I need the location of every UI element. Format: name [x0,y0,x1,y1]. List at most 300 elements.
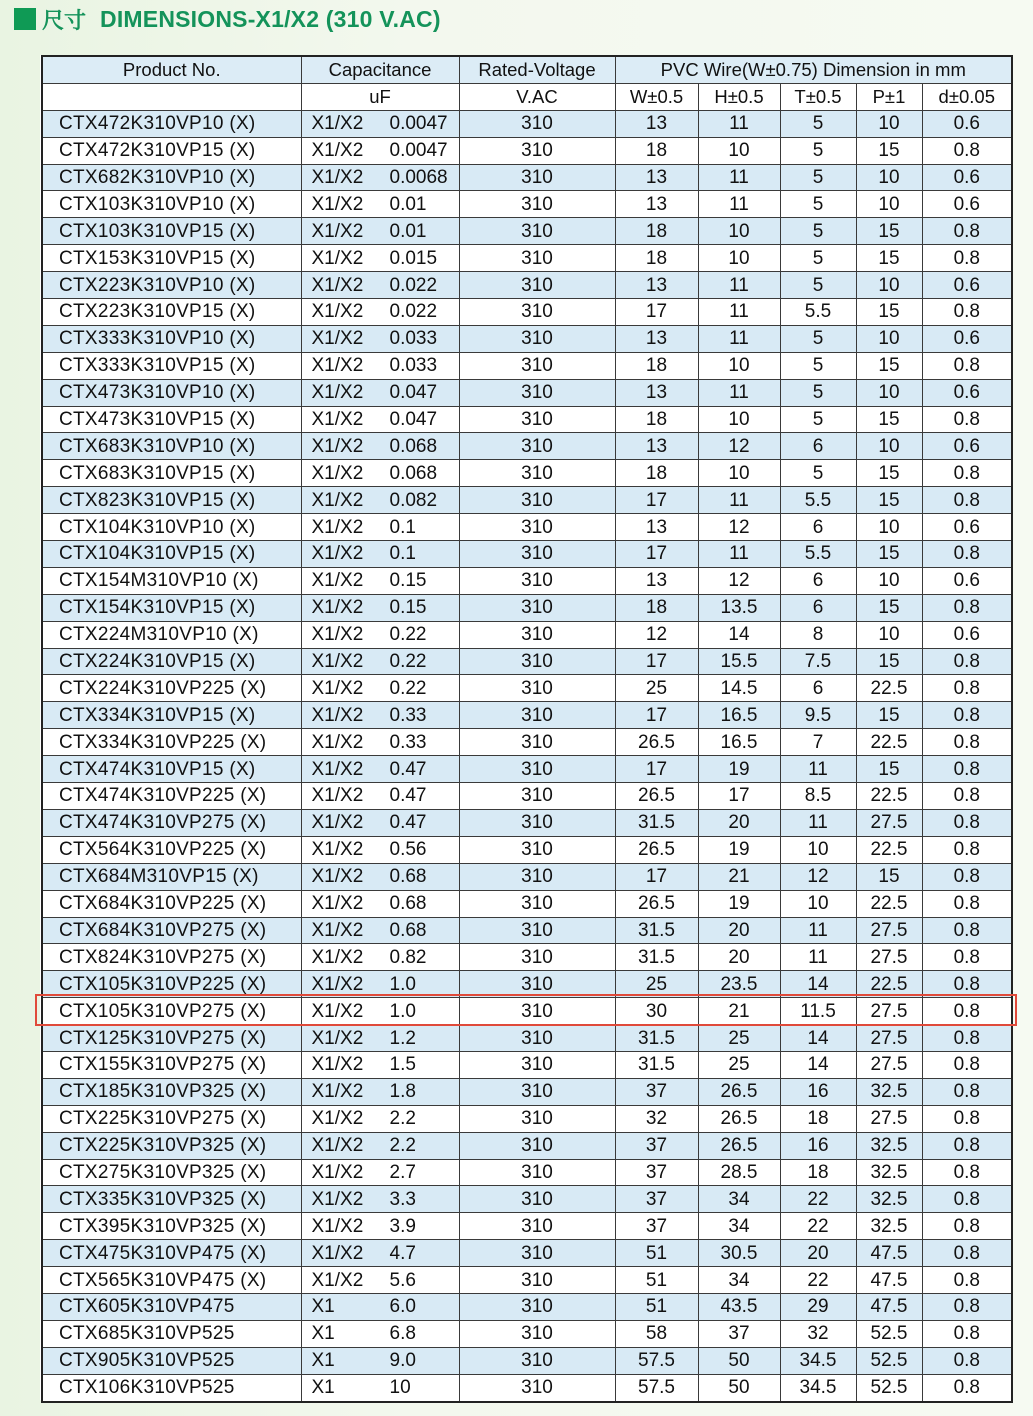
cell-w: 17 [615,863,698,890]
cell-cap-class: X1/X2 [311,1135,364,1157]
cell-cap-value: 0.22 [389,651,427,673]
cell-h: 12 [698,567,780,594]
cell-cap-value: 0.068 [389,435,438,457]
cell-h: 26.5 [698,1078,780,1105]
cell-product-no: CTX474K310VP15 (X) [42,756,301,783]
cell-w: 13 [615,191,698,218]
cell-d: 0.6 [922,567,1012,594]
cell-cap-value: 0.82 [389,946,427,968]
cell-d: 0.6 [922,164,1012,191]
cell-w: 26.5 [615,836,698,863]
cell-voltage: 310 [459,272,615,299]
cell-h: 11 [698,164,780,191]
cell-cap-value: 0.033 [389,355,438,377]
cell-product-no: CTX683K310VP10 (X) [42,433,301,460]
cell-product-no: CTX473K310VP15 (X) [42,406,301,433]
cell-w: 13 [615,433,698,460]
table-row [42,1025,1012,1052]
table-row [42,218,1012,245]
cell-h: 10 [698,218,780,245]
cell-d: 0.8 [922,460,1012,487]
cell-cap-class: X1/X2 [311,973,364,995]
table-row [42,379,1012,406]
cell-product-no: CTX224M310VP10 (X) [42,621,301,648]
cell-voltage: 310 [459,379,615,406]
cell-voltage: 310 [459,1051,615,1078]
cell-cap-value: 2.2 [389,1135,416,1157]
cell-cap-value: 0.01 [389,220,427,242]
header-dimension: PVC Wire(W±0.75) Dimension in mm [615,56,1012,83]
cell-t: 22 [780,1267,856,1294]
cell-cap-value: 0.033 [389,328,438,350]
cell-d: 0.8 [922,1320,1012,1347]
cell-t: 5 [780,352,856,379]
table-row [42,1293,1012,1320]
cell-voltage: 310 [459,218,615,245]
cell-voltage: 310 [459,1132,615,1159]
cell-cap-value: 0.0068 [389,167,448,188]
cell-cap-value: 0.68 [389,866,427,888]
cell-cap-value: 0.01 [389,193,427,215]
table-row [42,460,1012,487]
cell-capacitance [301,836,459,863]
cell-d: 0.8 [922,1159,1012,1186]
table-row [42,1078,1012,1105]
cell-voltage: 310 [459,917,615,944]
cell-w: 37 [615,1213,698,1240]
cell-w: 13 [615,514,698,541]
dimensions-table [41,55,1013,1403]
cell-voltage: 310 [459,110,615,137]
cell-p: 15 [856,460,922,487]
cell-d: 0.6 [922,325,1012,352]
cell-cap-value: 10 [389,1377,411,1399]
cell-capacitance [301,890,459,917]
cell-product-no: CTX905K310VP525 [42,1347,301,1374]
cell-product-no: CTX153K310VP15 (X) [42,245,301,272]
subheader-w: W±0.5 [615,83,698,110]
table-row [42,890,1012,917]
cell-p: 10 [856,621,922,648]
cell-cap-class: X1/X2 [311,220,364,242]
cell-t: 11.5 [780,998,856,1025]
cell-t: 14 [780,1025,856,1052]
cell-h: 11 [698,299,780,326]
cell-product-no: CTX223K310VP10 (X) [42,272,301,299]
header-capacitance: Capacitance [301,56,459,83]
header-rated-voltage: Rated-Voltage [459,56,615,83]
cell-voltage: 310 [459,460,615,487]
cell-capacitance [301,863,459,890]
cell-cap-value: 0.0047 [389,140,448,162]
table-row [42,1159,1012,1186]
cell-product-no: CTX106K310VP525 [42,1374,301,1401]
cell-capacitance [301,594,459,621]
cell-w: 13 [615,379,698,406]
cell-p: 27.5 [856,1105,922,1132]
cell-capacitance [301,567,459,594]
cell-p: 10 [856,164,922,191]
cell-d: 0.8 [922,729,1012,756]
table-row [42,487,1012,514]
cell-d: 0.8 [922,756,1012,783]
cell-cap-class: X1/X2 [311,758,364,780]
cell-d: 0.8 [922,1132,1012,1159]
subheader-d: d±0.05 [922,83,1012,110]
cell-cap-class: X1/X2 [311,893,364,915]
cell-p: 27.5 [856,1051,922,1078]
cell-product-no: CTX395K310VP325 (X) [42,1213,301,1240]
cell-product-no: CTX105K310VP275 (X) [42,998,301,1025]
cell-h: 11 [698,272,780,299]
cell-capacitance [301,164,459,191]
cell-h: 11 [698,487,780,514]
cell-cap-class: X1/X2 [311,140,364,162]
cell-cap-class: X1 [311,1350,335,1372]
cell-capacitance [301,1320,459,1347]
cell-voltage: 310 [459,406,615,433]
cell-t: 32 [780,1320,856,1347]
cell-p: 15 [856,702,922,729]
cell-product-no: CTX473K310VP10 (X) [42,379,301,406]
cell-capacitance [301,1213,459,1240]
cell-d: 0.6 [922,110,1012,137]
cell-t: 5 [780,272,856,299]
cell-capacitance [301,621,459,648]
cell-cap-value: 0.1 [389,543,416,565]
cell-capacitance [301,917,459,944]
cell-product-no: CTX474K310VP225 (X) [42,783,301,810]
cell-p: 15 [856,648,922,675]
cell-w: 17 [615,702,698,729]
page-title [14,4,441,34]
cell-h: 16.5 [698,729,780,756]
cell-w: 17 [615,648,698,675]
table-row [42,1374,1012,1401]
cell-d: 0.6 [922,272,1012,299]
cell-cap-class: X1/X2 [311,919,364,941]
cell-product-no: CTX335K310VP325 (X) [42,1186,301,1213]
cell-cap-class: X1/X2 [311,435,364,457]
cell-d: 0.6 [922,514,1012,541]
cell-capacitance [301,1347,459,1374]
table-row [42,299,1012,326]
cell-p: 47.5 [856,1293,922,1320]
cell-w: 13 [615,164,698,191]
cell-w: 18 [615,460,698,487]
cell-capacitance [301,460,459,487]
cell-cap-value: 2.2 [389,1108,416,1130]
table-row [42,1240,1012,1267]
cell-cap-class: X1/X2 [311,328,364,350]
table-row [42,809,1012,836]
cell-product-no: CTX682K310VP10 (X) [42,164,301,191]
cell-voltage: 310 [459,1267,615,1294]
cell-voltage: 310 [459,1240,615,1267]
table-row [42,917,1012,944]
cell-product-no: CTX104K310VP10 (X) [42,514,301,541]
cell-cap-value: 4.7 [389,1242,416,1264]
cell-w: 18 [615,137,698,164]
cell-product-no: CTX684K310VP275 (X) [42,917,301,944]
cell-h: 50 [698,1374,780,1401]
cell-t: 29 [780,1293,856,1320]
cell-h: 23.5 [698,971,780,998]
cell-product-no: CTX472K310VP15 (X) [42,137,301,164]
cell-d: 0.6 [922,621,1012,648]
cell-d: 0.8 [922,783,1012,810]
cell-voltage: 310 [459,890,615,917]
cell-w: 26.5 [615,783,698,810]
cell-product-no: CTX334K310VP15 (X) [42,702,301,729]
cell-d: 0.8 [922,218,1012,245]
cell-p: 22.5 [856,971,922,998]
cell-w: 13 [615,567,698,594]
cell-cap-value: 1.0 [389,973,416,995]
cell-cap-class: X1 [311,1323,335,1345]
cell-h: 26.5 [698,1105,780,1132]
table-row [42,675,1012,702]
cell-voltage: 310 [459,1025,615,1052]
cell-t: 6 [780,675,856,702]
cell-t: 16 [780,1078,856,1105]
cell-product-no: CTX104K310VP15 (X) [42,541,301,568]
cell-t: 22 [780,1213,856,1240]
cell-product-no: CTX185K310VP325 (X) [42,1078,301,1105]
cell-cap-class: X1/X2 [311,946,364,968]
cell-w: 17 [615,299,698,326]
cell-h: 19 [698,756,780,783]
cell-product-no: CTX474K310VP275 (X) [42,809,301,836]
table-row [42,325,1012,352]
cell-product-no: CTX564K310VP225 (X) [42,836,301,863]
subheader-t: T±0.5 [780,83,856,110]
cell-cap-value: 0.15 [389,570,427,592]
cell-product-no: CTX154M310VP10 (X) [42,567,301,594]
cell-d: 0.8 [922,1267,1012,1294]
cell-t: 10 [780,836,856,863]
cell-h: 21 [698,863,780,890]
cell-cap-class: X1/X2 [311,1269,364,1291]
cell-p: 10 [856,191,922,218]
cell-p: 22.5 [856,783,922,810]
cell-h: 19 [698,890,780,917]
cell-p: 52.5 [856,1320,922,1347]
cell-voltage: 310 [459,1105,615,1132]
cell-d: 0.8 [922,1240,1012,1267]
cell-cap-value: 2.7 [389,1161,416,1183]
cell-cap-value: 1.8 [389,1081,416,1103]
cell-t: 5 [780,164,856,191]
cell-p: 47.5 [856,1267,922,1294]
cell-p: 52.5 [856,1374,922,1401]
cell-capacitance [301,1051,459,1078]
cell-cap-value: 0.0047 [389,113,448,135]
cell-voltage: 310 [459,567,615,594]
table-row [42,191,1012,218]
cell-d: 0.8 [922,917,1012,944]
cell-cap-value: 0.15 [389,597,427,619]
cell-w: 17 [615,487,698,514]
cell-d: 0.8 [922,137,1012,164]
cell-p: 52.5 [856,1347,922,1374]
cell-capacitance [301,1025,459,1052]
cell-h: 16.5 [698,702,780,729]
table-row [42,514,1012,541]
cell-t: 22 [780,1186,856,1213]
cell-w: 12 [615,621,698,648]
cell-cap-class: X1/X2 [311,409,364,431]
cell-h: 13.5 [698,594,780,621]
cell-h: 19 [698,836,780,863]
cell-t: 34.5 [780,1347,856,1374]
cell-voltage: 310 [459,756,615,783]
cell-capacitance [301,487,459,514]
cell-product-no: CTX224K310VP225 (X) [42,675,301,702]
table-row [42,245,1012,272]
cell-capacitance [301,756,459,783]
cell-w: 17 [615,756,698,783]
cell-capacitance [301,325,459,352]
cell-cap-value: 0.33 [389,704,427,726]
cell-w: 25 [615,675,698,702]
cell-capacitance [301,110,459,137]
cell-capacitance [301,218,459,245]
cell-voltage: 310 [459,514,615,541]
cell-w: 31.5 [615,917,698,944]
cell-p: 22.5 [856,836,922,863]
table-row [42,971,1012,998]
cell-voltage: 310 [459,809,615,836]
cell-h: 11 [698,325,780,352]
cell-product-no: CTX605K310VP475 [42,1293,301,1320]
table-row [42,1213,1012,1240]
cell-h: 25 [698,1051,780,1078]
cell-capacitance [301,648,459,675]
cell-voltage: 310 [459,621,615,648]
cell-d: 0.8 [922,675,1012,702]
cell-capacitance [301,1374,459,1401]
cell-product-no: CTX275K310VP325 (X) [42,1159,301,1186]
cell-t: 8.5 [780,783,856,810]
cell-t: 5.5 [780,541,856,568]
cell-t: 6 [780,594,856,621]
cell-t: 10 [780,890,856,917]
cell-product-no: CTX684M310VP15 (X) [42,863,301,890]
cell-t: 5 [780,460,856,487]
cell-h: 10 [698,245,780,272]
cell-cap-value: 5.6 [389,1269,416,1291]
cell-h: 50 [698,1347,780,1374]
table-row [42,648,1012,675]
table-row [42,1132,1012,1159]
cell-cap-value: 3.3 [389,1188,416,1210]
cell-voltage: 310 [459,944,615,971]
table-row [42,541,1012,568]
cell-w: 51 [615,1293,698,1320]
cell-cap-value: 0.015 [389,247,438,269]
cell-w: 37 [615,1159,698,1186]
table-row [42,110,1012,137]
cell-d: 0.8 [922,1105,1012,1132]
cell-w: 31.5 [615,809,698,836]
cell-cap-value: 1.0 [389,1000,416,1022]
cell-h: 11 [698,110,780,137]
cell-cap-class: X1/X2 [311,812,364,834]
cell-product-no: CTX334K310VP225 (X) [42,729,301,756]
cell-voltage: 310 [459,1213,615,1240]
cell-w: 26.5 [615,890,698,917]
cell-product-no: CTX685K310VP525 [42,1320,301,1347]
cell-p: 32.5 [856,1186,922,1213]
cell-cap-class: X1/X2 [311,1188,364,1210]
cell-d: 0.8 [922,863,1012,890]
cell-h: 34 [698,1213,780,1240]
cell-cap-value: 0.68 [389,893,427,915]
cell-h: 14.5 [698,675,780,702]
cell-p: 10 [856,433,922,460]
table-row [42,836,1012,863]
cell-product-no: CTX105K310VP225 (X) [42,971,301,998]
title-text: DIMENSIONS-X1/X2 (310 V.AC) [100,5,441,32]
cell-t: 6 [780,433,856,460]
cell-d: 0.8 [922,944,1012,971]
table-row [42,702,1012,729]
cell-w: 51 [615,1240,698,1267]
cell-cap-class: X1/X2 [311,1242,364,1264]
cell-cap-class: X1/X2 [311,274,364,296]
table-row [42,756,1012,783]
cell-capacitance [301,1105,459,1132]
cell-p: 10 [856,514,922,541]
cell-h: 20 [698,917,780,944]
cell-w: 17 [615,541,698,568]
table-row [42,729,1012,756]
cell-capacitance [301,272,459,299]
table-row [42,621,1012,648]
table-row [42,272,1012,299]
cell-w: 18 [615,218,698,245]
cell-p: 15 [856,352,922,379]
cell-cap-class: X1/X2 [311,1108,364,1130]
cell-p: 27.5 [856,1025,922,1052]
cell-t: 7 [780,729,856,756]
cell-p: 10 [856,379,922,406]
subheader-p: P±1 [856,83,922,110]
cell-w: 32 [615,1105,698,1132]
cell-cap-value: 0.68 [389,919,427,941]
cell-d: 0.8 [922,1347,1012,1374]
cell-d: 0.8 [922,1374,1012,1401]
cell-capacitance [301,514,459,541]
cell-p: 15 [856,137,922,164]
cell-t: 34.5 [780,1374,856,1401]
subheader-blank [42,83,301,110]
cell-product-no: CTX223K310VP15 (X) [42,299,301,326]
cell-cap-class: X1/X2 [311,839,364,861]
cell-p: 15 [856,245,922,272]
cell-capacitance [301,1240,459,1267]
cell-h: 11 [698,541,780,568]
cell-w: 31.5 [615,1051,698,1078]
cell-t: 5.5 [780,487,856,514]
cell-t: 5 [780,379,856,406]
cell-h: 11 [698,379,780,406]
cell-d: 0.8 [922,352,1012,379]
cell-cap-class: X1/X2 [311,785,364,807]
cell-cap-class: X1/X2 [311,570,364,592]
cell-capacitance [301,1078,459,1105]
